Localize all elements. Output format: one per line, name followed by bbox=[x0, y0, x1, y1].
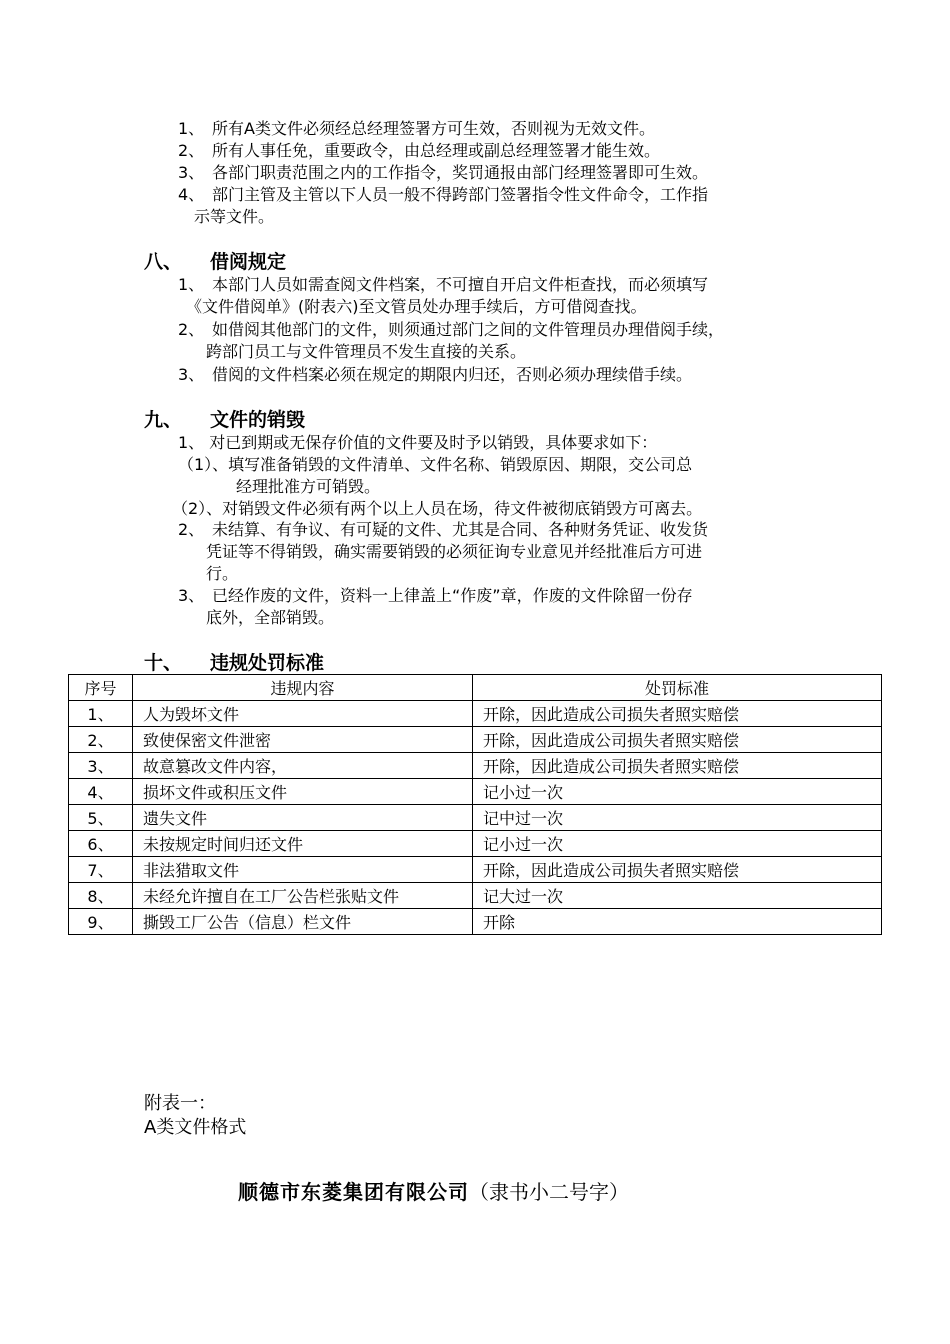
section-heading bbox=[144, 250, 286, 274]
row-number: 7、 bbox=[69, 857, 133, 883]
row-number: 2、 bbox=[69, 727, 133, 753]
list-item bbox=[178, 364, 692, 386]
table-row bbox=[69, 909, 882, 935]
table-row bbox=[69, 701, 882, 727]
item-text: 已经作废的文件，资料一上律盖上“作废”章，作废的文件除留一份存 bbox=[212, 586, 693, 605]
penalty-cell: 记大过一次 bbox=[473, 883, 882, 909]
list-item-continuation: 示等文件。 bbox=[194, 207, 275, 226]
list-item bbox=[178, 274, 708, 296]
section-number: 八、 bbox=[144, 251, 183, 273]
sub-item-continuation: 经理批准方可销毁。 bbox=[236, 477, 381, 496]
item-text: 各部门职责范围之内的工作指令，奖罚通报由部门经理签署即可生效。 bbox=[212, 163, 709, 182]
item-text: 未结算、有争议、有可疑的文件、尤其是合同、各种财务凭证、收发货 bbox=[212, 520, 709, 539]
penalty-cell: 开除，因此造成公司损失者照实赔偿 bbox=[473, 857, 882, 883]
section-number: 九、 bbox=[144, 409, 183, 431]
table-row bbox=[69, 857, 882, 883]
list-item bbox=[178, 140, 660, 162]
violation-cell: 未经允许擅自在工厂公告栏张贴文件 bbox=[133, 883, 473, 909]
item-number: 3、 bbox=[178, 586, 205, 605]
penalty-cell: 记小过一次 bbox=[473, 831, 882, 857]
section-title: 文件的销毁 bbox=[210, 409, 306, 431]
penalty-cell: 开除，因此造成公司损失者照实赔偿 bbox=[473, 753, 882, 779]
item-number: 3、 bbox=[178, 163, 205, 182]
violation-cell: 遗失文件 bbox=[133, 805, 473, 831]
violation-cell: 损坏文件或积压文件 bbox=[133, 779, 473, 805]
table-row bbox=[69, 779, 882, 805]
table-row bbox=[69, 883, 882, 909]
list-item-continuation: 跨部门员工与文件管理员不发生直接的关系。 bbox=[206, 342, 527, 361]
item-number: 2、 bbox=[178, 520, 205, 539]
sub-item: （2）、对销毁文件必须有两个以上人员在场，待文件被彻底销毁方可离去。 bbox=[172, 499, 703, 518]
row-number: 4、 bbox=[69, 779, 133, 805]
item-text: 借阅的文件档案必须在规定的期限内归还，否则必须办理续借手续。 bbox=[212, 365, 693, 384]
list-item-continuation: 底外，全部销毁。 bbox=[206, 608, 335, 627]
column-header: 处罚标准 bbox=[473, 675, 882, 701]
penalty-cell: 记小过一次 bbox=[473, 779, 882, 805]
item-text: 所有A类文件必须经总经理签署方可生效，否则视为无效文件。 bbox=[212, 119, 655, 138]
row-number: 9、 bbox=[69, 909, 133, 935]
penalty-table bbox=[68, 674, 882, 935]
list-item-continuation: 凭证等不得销毁，确实需要销毁的必须征询专业意见并经批准后方可进 bbox=[206, 542, 703, 561]
list-item bbox=[178, 519, 708, 541]
section-heading bbox=[144, 408, 305, 432]
item-number: 1、 bbox=[178, 119, 205, 138]
table-row bbox=[69, 831, 882, 857]
appendix-label: 附表一： bbox=[144, 1093, 216, 1114]
list-item bbox=[178, 319, 724, 341]
item-number: 2、 bbox=[178, 320, 205, 339]
violation-cell: 故意篡改文件内容， bbox=[133, 753, 473, 779]
row-number: 5、 bbox=[69, 805, 133, 831]
violation-cell: 未按规定时间归还文件 bbox=[133, 831, 473, 857]
company-name: 顺德市东菱集团有限公司 bbox=[238, 1180, 469, 1204]
penalty-cell: 记中过一次 bbox=[473, 805, 882, 831]
table-row bbox=[69, 805, 882, 831]
item-number: 2、 bbox=[178, 141, 205, 160]
list-item bbox=[178, 118, 655, 140]
list-item: 1、 对已到期或无保存价值的文件要及时予以销毁，具体要求如下： bbox=[178, 433, 658, 452]
column-header: 序号 bbox=[69, 675, 133, 701]
item-text: 所有人事任免，重要政令，由总经理或副总经理签署才能生效。 bbox=[212, 141, 661, 160]
item-number: 1、 bbox=[178, 275, 205, 294]
row-number: 6、 bbox=[69, 831, 133, 857]
company-header bbox=[238, 1178, 629, 1206]
table-row bbox=[69, 753, 882, 779]
violation-cell: 人为毁坏文件 bbox=[133, 701, 473, 727]
section-title: 借阅规定 bbox=[210, 251, 287, 273]
font-note: （隶书小二号字） bbox=[469, 1180, 629, 1204]
sub-item: （1）、填写准备销毁的文件清单、文件名称、销毁原因、期限，交公司总 bbox=[178, 455, 693, 474]
list-item bbox=[178, 585, 693, 607]
list-item bbox=[178, 184, 708, 206]
item-number: 3、 bbox=[178, 365, 205, 384]
violation-cell: 致使保密文件泄密 bbox=[133, 727, 473, 753]
section-number: 十、 bbox=[144, 652, 183, 674]
row-number: 1、 bbox=[69, 701, 133, 727]
list-item-continuation: 行。 bbox=[206, 564, 239, 583]
violation-cell: 撕毁工厂公告（信息）栏文件 bbox=[133, 909, 473, 935]
section-heading bbox=[144, 651, 324, 675]
penalty-cell: 开除，因此造成公司损失者照实赔偿 bbox=[473, 701, 882, 727]
list-item bbox=[178, 162, 708, 184]
penalty-cell: 开除 bbox=[473, 909, 882, 935]
item-number: 4、 bbox=[178, 185, 205, 204]
table-header-row bbox=[69, 675, 882, 701]
item-text: 本部门人员如需查阅文件档案，不可擅自开启文件柜查找，而必须填写 bbox=[212, 275, 709, 294]
appendix-subtitle: A类文件格式 bbox=[144, 1117, 247, 1138]
item-text: 部门主管及主管以下人员一般不得跨部门签署指令性文件命令，工作指 bbox=[212, 185, 709, 204]
violation-cell: 非法猎取文件 bbox=[133, 857, 473, 883]
section-title: 违规处罚标准 bbox=[210, 652, 325, 674]
list-item-continuation: 《文件借阅单》(附表六)至文管员处办理手续后，方可借阅查找。 bbox=[186, 297, 647, 316]
item-text: 如借阅其他部门的文件，则须通过部门之间的文件管理员办理借阅手续， bbox=[212, 320, 725, 339]
row-number: 8、 bbox=[69, 883, 133, 909]
table-row bbox=[69, 727, 882, 753]
row-number: 3、 bbox=[69, 753, 133, 779]
column-header: 违规内容 bbox=[133, 675, 473, 701]
penalty-cell: 开除，因此造成公司损失者照实赔偿 bbox=[473, 727, 882, 753]
